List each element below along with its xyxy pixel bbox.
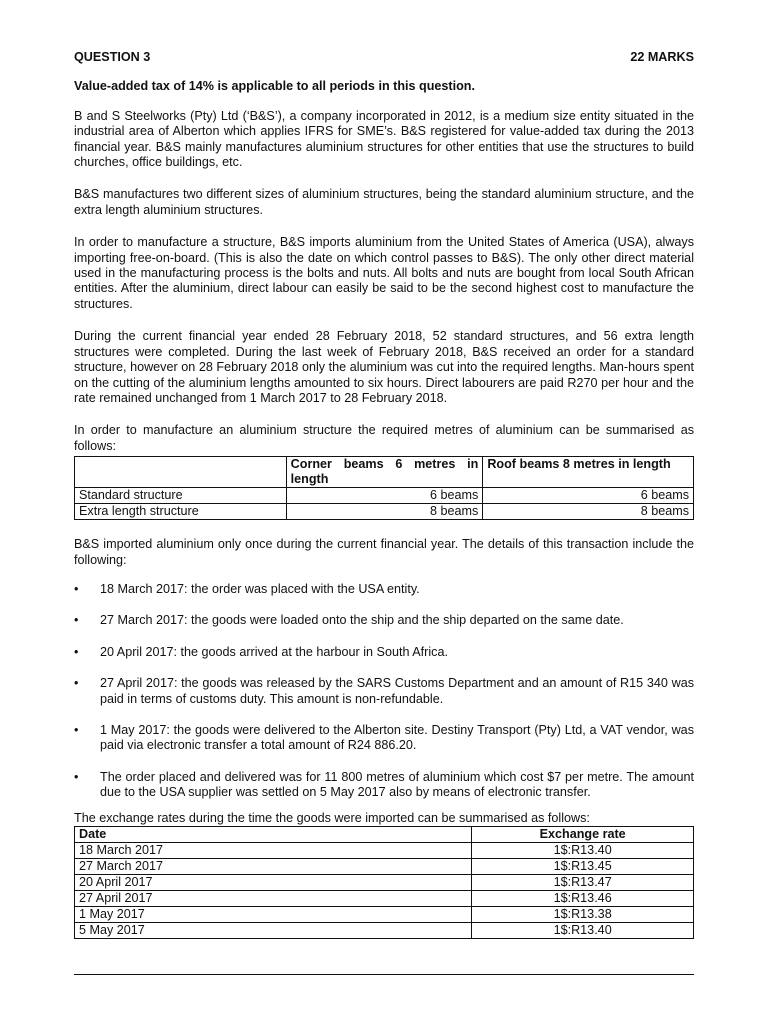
table-cell: 1$:R13.47 [472,875,694,891]
table-row [75,875,694,891]
list-item [74,582,694,597]
list-item-text: 20 April 2017: the goods arrived at the harbour in South Africa. [100,644,448,659]
table-cell: 8 beams [483,504,694,520]
question-page [74,50,694,939]
paragraph-rates-intro: The exchange rates during the time the goods were imported can be summarised as follows: [74,810,590,825]
table-cell: 1$:R13.45 [472,859,694,875]
table-row [75,504,694,520]
table-header-cell: Corner beams 6 metres in length [286,457,483,488]
table-cell: 6 beams [286,488,483,504]
table-cell: 1$:R13.46 [472,891,694,907]
bullet-icon: • [74,613,79,628]
table-cell: 1$:R13.38 [472,907,694,923]
list-item [74,645,694,660]
table-cell: Extra length structure [75,504,287,520]
paragraph-import-intro: B&S imported aluminium only once during the current financial year. The details of this transaction include the following: [74,537,694,567]
table-row [75,843,694,859]
beams-table [74,456,694,520]
table-cell: 18 March 2017 [75,843,472,859]
table-cell: 8 beams [286,504,483,520]
list-item-text: 27 April 2017: the goods was released by the SARS Customs Department and an amount of R15 340 was paid in terms of customs duty. This amount is non-refundable. [100,676,694,706]
table-cell: 6 beams [483,488,694,504]
bullet-icon: • [74,644,79,659]
table-cell: 1$:R13.40 [472,843,694,859]
table-header-cell: Exchange rate [472,827,694,843]
paragraph-structures: B&S manufactures two different sizes of aluminium structures, being the standard aluminium structure, and the extra length aluminium structures. [74,187,694,217]
footer-divider [74,974,694,975]
paragraph-production: During the current financial year ended 28 February 2018, 52 standard structures, and 56 extra length structures were completed. During the last week of February 2018, B&S received an order for a standard structure, however on 28 February 2018 only the aluminium was cut into the required lengths. Man-hours spent on the cutting of the aluminium lengths amounted to six hours. Direct labourers are paid R270 per hour and the rate remained unchanged from 1 March 2017 to 28 February 2018. [74,329,694,405]
table-header-cell [75,457,287,488]
table-row [75,859,694,875]
question-marks: 22 MARKS [630,50,694,64]
table-header-row [75,827,694,843]
import-events-list [74,582,694,801]
table-header-cell: Roof beams 8 metres in length [483,457,694,488]
table-cell: 20 April 2017 [75,875,472,891]
table-header-row [75,457,694,488]
table-cell: 27 April 2017 [75,891,472,907]
table-row [75,923,694,939]
bullet-icon: • [74,769,79,784]
list-item [74,676,694,707]
bullet-icon: • [74,676,79,691]
table-row [75,488,694,504]
bullet-icon: • [74,722,79,737]
list-item-text: The order placed and delivered was for 11 800 metres of aluminium which cost $7 per metre. The amount due to the USA supplier was settled on 5 May 2017 also by means of electronic transfer. [100,769,694,800]
list-item [74,613,694,628]
list-item-text: 18 March 2017: the order was placed with the USA entity. [100,581,420,596]
question-number: QUESTION 3 [74,50,151,64]
list-item [74,723,694,754]
question-header [74,50,694,65]
bullet-icon: • [74,581,79,596]
table-cell: 27 March 2017 [75,859,472,875]
list-item-text: 1 May 2017: the goods were delivered to the Alberton site. Destiny Transport (Pty) Ltd, a VAT vendor, was paid via electronic transfer a total amount of R24 886.20. [100,722,694,753]
vat-note: Value-added tax of 14% is applicable to all periods in this question. [74,79,475,94]
table-cell: 1 May 2017 [75,907,472,923]
table-cell: Standard structure [75,488,287,504]
paragraph-company: B and S Steelworks (Pty) Ltd (‘B&S’), a company incorporated in 2012, is a medium size entity situated in the industrial area of Alberton which applies IFRS for SME’s. B&S registered for value-added tax during the 2013 financial year. B&S mainly manufactures aluminium structures for other entities that use the structures to build churches, office buildings, etc. [74,108,694,170]
table-header-cell: Date [75,827,472,843]
table-row [75,891,694,907]
table-cell: 1$:R13.40 [472,923,694,939]
paragraph-imports: In order to manufacture a structure, B&S imports aluminium from the United States of America (USA), always importing free-on-board. (This is also the date on which control passes to B&S). The only other direct material used in the manufacturing process is the bolts and nuts. All bolts and nuts are bought from local South African entities. After the aluminium, direct labour can easily be said to be the second highest cost to manufacture the structures. [74,235,694,311]
table-row [75,907,694,923]
table-cell: 5 May 2017 [75,923,472,939]
list-item [74,770,694,801]
exchange-rates-table [74,826,694,939]
paragraph-beams-intro: In order to manufacture an aluminium structure the required metres of aluminium can be summarised as follows: [74,423,694,453]
list-item-text: 27 March 2017: the goods were loaded onto the ship and the ship departed on the same date. [100,613,624,628]
